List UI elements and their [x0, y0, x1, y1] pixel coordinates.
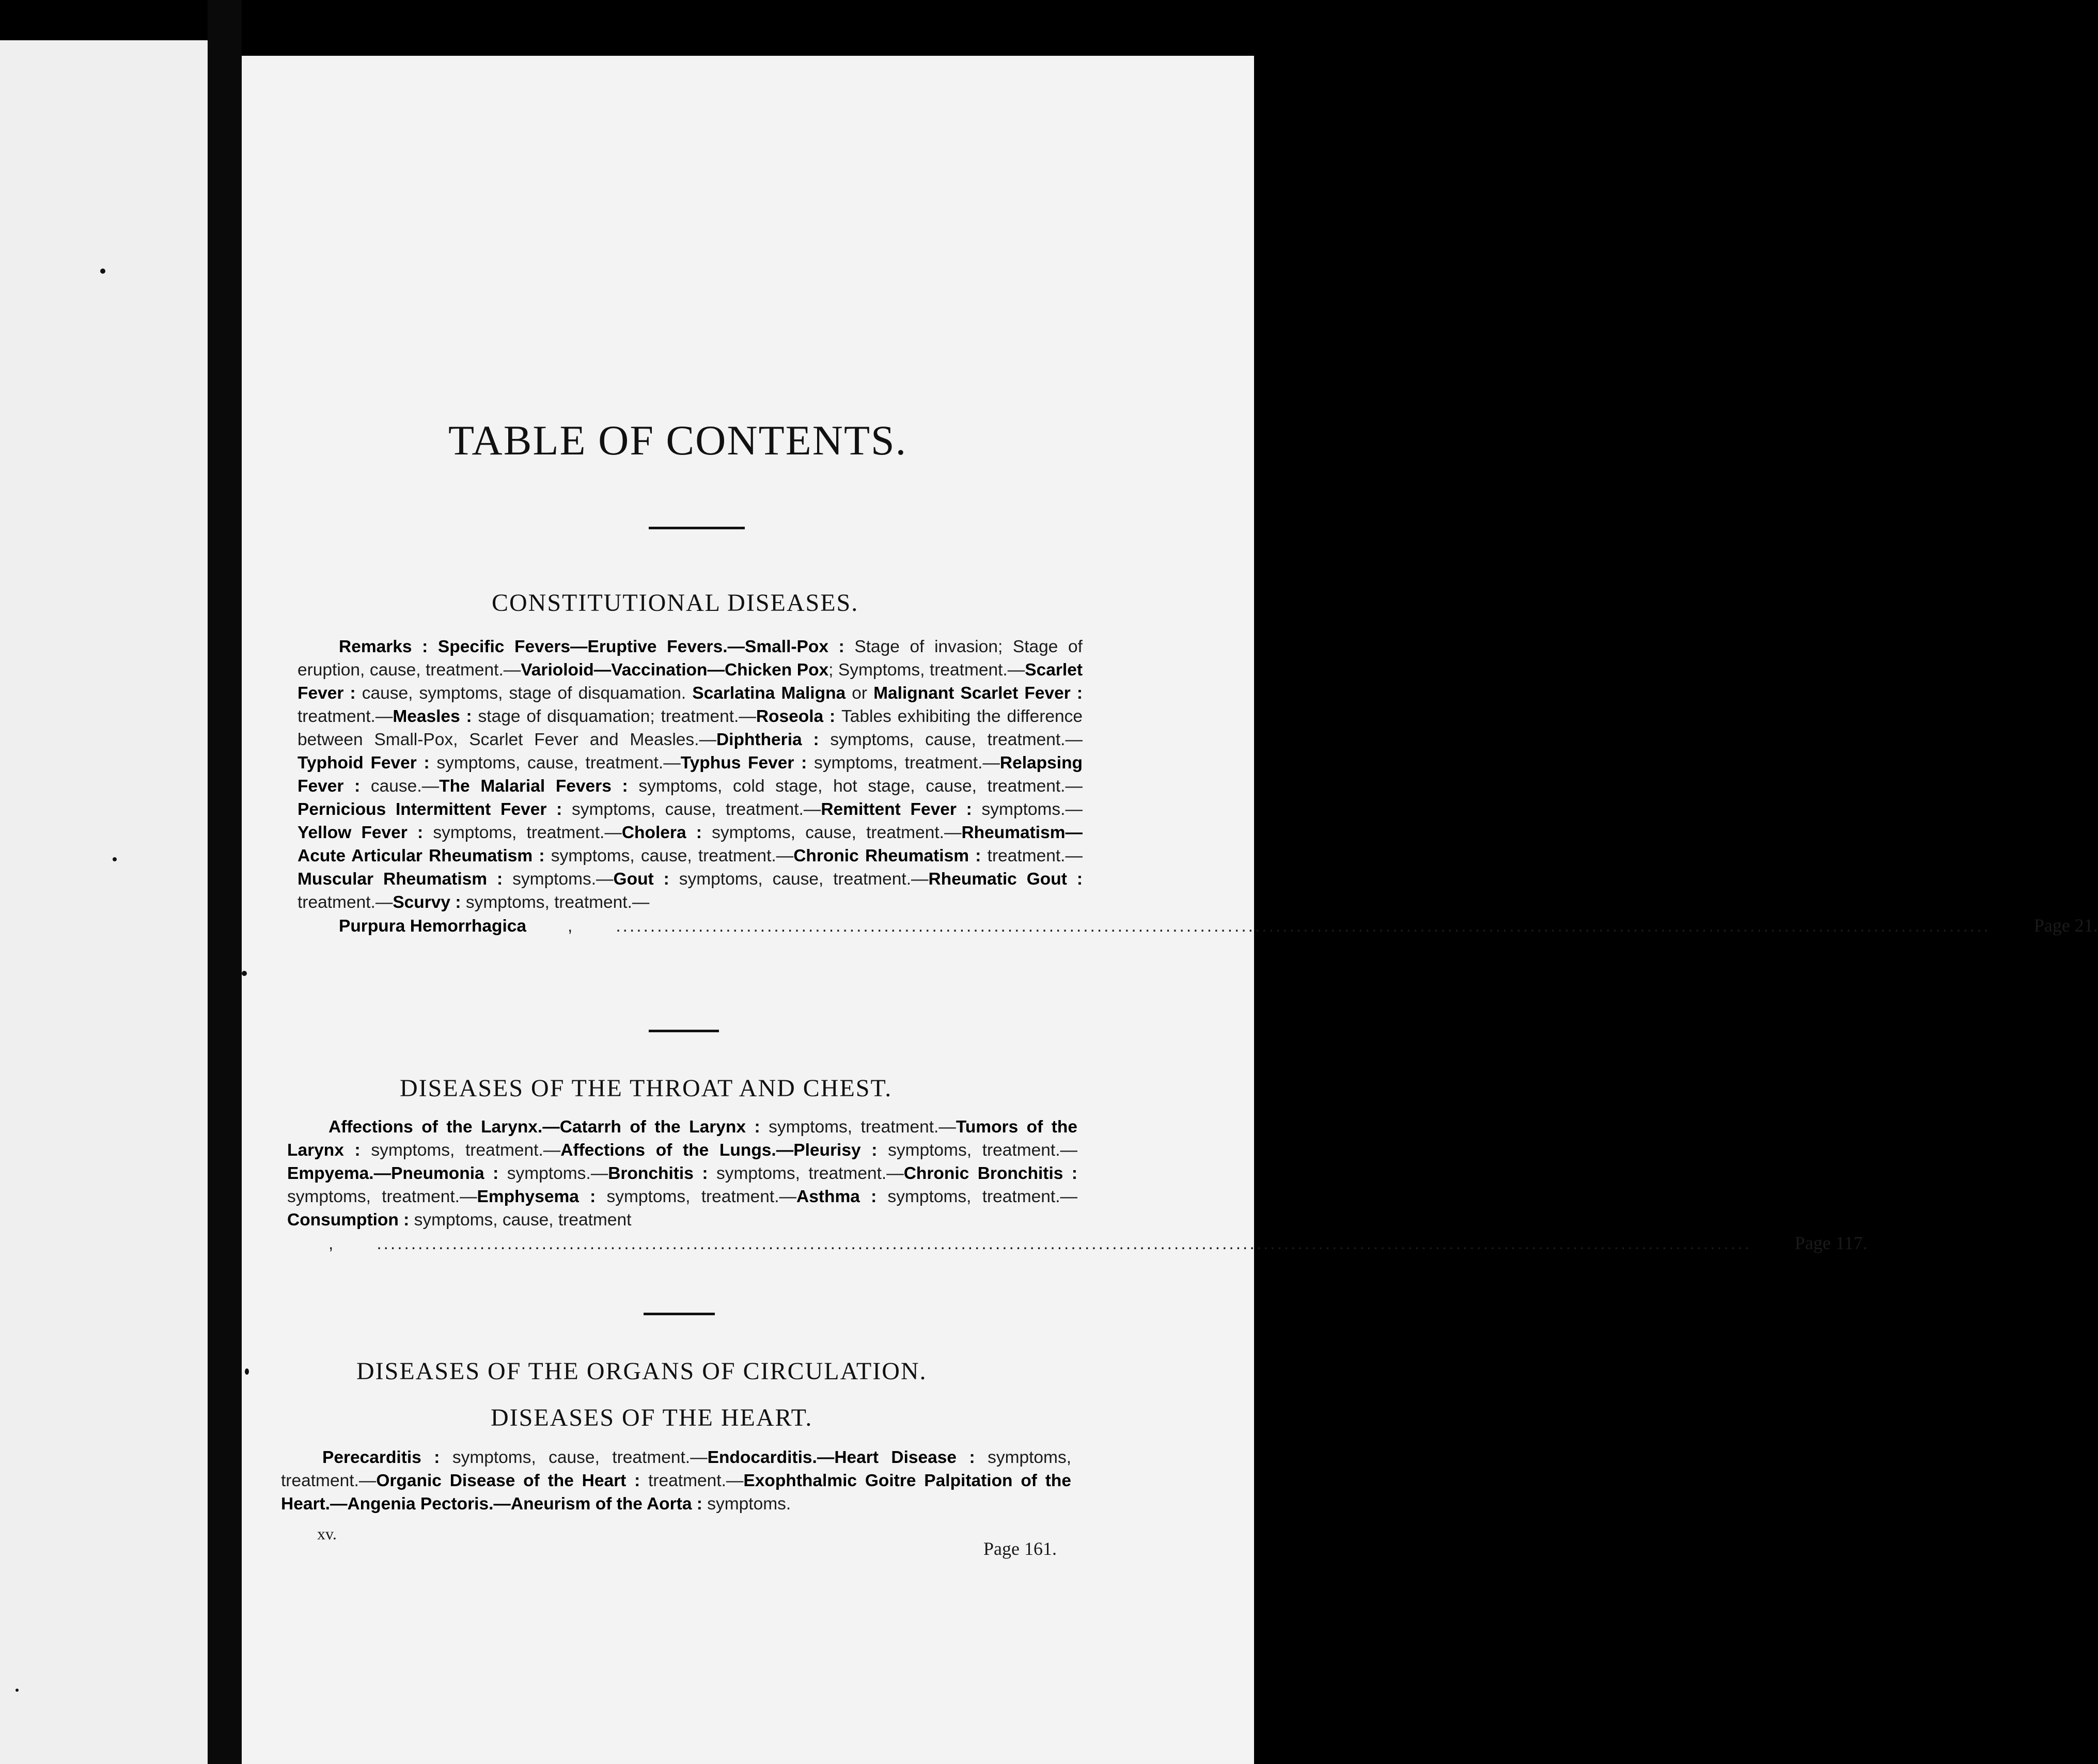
entry-detail: symptoms, cause, treatment.— [830, 730, 1083, 749]
entry-run [287, 1117, 1077, 1230]
entry-topic: Rheumatic Gout : [928, 870, 1083, 889]
entry-detail: symptoms, cause, treatment.— [452, 1448, 708, 1467]
scan-speck [113, 857, 117, 861]
entry-topic: Endocarditis.—Heart Disease : [707, 1448, 988, 1467]
entry-run [298, 637, 1083, 912]
section-rule [644, 1313, 715, 1315]
entry-detail: Tables exhibiting the difference between Small-Pox, Scarlet Fever and Measles.— [298, 707, 1083, 749]
entry-topic: Purpura Hemorrhagica [339, 917, 527, 936]
entry-topic: Consumption : [287, 1210, 414, 1230]
entry-detail: or [852, 684, 874, 703]
entry-detail: symptoms, treatment.— [465, 893, 650, 912]
entry-detail: stage of disquamation; treatment.— [478, 707, 756, 726]
entry-topic: Measles : [393, 707, 478, 726]
scan-speck [242, 971, 247, 976]
entry-detail: Stage of invasion; Stage of eruption, cause, treatment.— [298, 637, 1083, 680]
entry-topic: Scarlet Fever : [298, 660, 1083, 703]
section-entries-constitutional [298, 635, 2098, 938]
page-reference-line [287, 1232, 1868, 1255]
entry-detail: symptoms, cold stage, hot stage, cause, treatment.— [638, 777, 1083, 796]
page-reference: Page 117. [1794, 1233, 1868, 1253]
entry-topic: Affections of the Larynx.—Catarrh of the Larynx : [328, 1117, 769, 1137]
section-rule [649, 1030, 719, 1032]
entry-topic: Bronchitis : [608, 1164, 716, 1183]
entry-topic: Gout : [613, 870, 679, 889]
dot-leader: ........................................................................................................................................................................................................ [616, 917, 1991, 936]
page-reference: Page 21. [2033, 915, 2098, 936]
entry-detail: symptoms, treatment.— [371, 1141, 561, 1160]
entry-detail: symptoms.— [981, 800, 1083, 819]
entry-detail: symptoms.— [512, 870, 614, 889]
entry-detail: symptoms, treatment.— [287, 1187, 477, 1206]
entry-topic: Emphysema : [477, 1187, 607, 1206]
entry-detail: symptoms, cause, treatment.— [571, 800, 821, 819]
entry-detail: cause.— [370, 777, 440, 796]
entry-topic: Remittent Fever : [821, 800, 982, 819]
title-rule [649, 527, 745, 529]
entry-detail: cause, symptoms, stage of disquamation. [362, 684, 693, 703]
page-title: TABLE OF CONTENTS. [448, 417, 907, 464]
entry-detail: treatment.— [298, 707, 393, 726]
entry-detail: symptoms, treatment.— [888, 1141, 1077, 1160]
entry-topic: The Malarial Fevers : [439, 777, 639, 796]
entry-topic: Typhus Fever : [680, 753, 814, 773]
section-heading-throat-chest: DISEASES OF THE THROAT AND CHEST. [400, 1075, 893, 1102]
dot-leader: ........................................................................................................................................................................................................ [377, 1234, 1751, 1253]
entry-detail: treatment.— [298, 893, 393, 912]
page-reference-circulation: Page 161. [983, 1538, 1057, 1559]
entry-topic: Malignant Scarlet Fever : [873, 684, 1083, 703]
entry-detail: symptoms, treatment.— [716, 1164, 904, 1183]
scan-speck [100, 269, 105, 274]
entry-detail: symptoms, treatment.— [281, 1448, 1072, 1490]
section-entries-throat-chest [287, 1115, 1868, 1255]
entry-detail: symptoms, cause, treatment.— [712, 823, 962, 842]
entry-topic: Roseola : [756, 707, 842, 726]
entry-topic: Affections of the Lungs.—Pleurisy : [560, 1141, 888, 1160]
entry-topic: Diphtheria : [716, 730, 831, 749]
entry-topic: Varioloid—Vaccination—Chicken Pox [521, 660, 829, 680]
entry-detail: symptoms, treatment.— [769, 1117, 956, 1137]
entry-detail: symptoms. [707, 1494, 791, 1514]
entry-detail: symptoms, cause, treatment.— [436, 753, 681, 773]
entry-topic: Exophthalmic Goitre Palpitation of the Heart.—Angenia Pectoris.—Aneurism of the Aorta : [281, 1471, 1071, 1514]
entry-topic: Chronic Bronchitis : [903, 1164, 1078, 1183]
entry-topic: Empyema.—Pneumonia : [287, 1164, 507, 1183]
entry-detail: symptoms, treatment.— [606, 1187, 797, 1206]
entry-topic: Yellow Fever : [298, 823, 433, 842]
entry-detail: symptoms, treatment.— [887, 1187, 1078, 1206]
entry-topic: Scarlatina Maligna [692, 684, 852, 703]
entry-topic: Typhoid Fever : [298, 753, 437, 773]
entry-topic: Organic Disease of the Heart : [376, 1471, 649, 1490]
entry-topic: Pernicious Intermittent Fever : [298, 800, 572, 819]
book-gutter [208, 0, 242, 1764]
entry-topic: Asthma : [796, 1187, 888, 1206]
entry-topic: Relapsing Fever : [298, 753, 1083, 796]
entry-detail: symptoms, treatment.— [433, 823, 622, 842]
entry-detail: , [568, 917, 573, 936]
left-page [0, 40, 208, 1764]
entry-detail: treatment.— [987, 846, 1083, 865]
entry-detail: symptoms, cause, treatment.— [551, 846, 794, 865]
page-folio: xv. [317, 1524, 337, 1543]
entry-detail: symptoms, cause, treatment [414, 1210, 632, 1230]
entry-topic: Chronic Rheumatism : [793, 846, 988, 865]
entry-run [281, 1448, 1071, 1514]
section-entries-heart [281, 1446, 1071, 1516]
scan-speck [15, 1689, 19, 1692]
section-heading-constitutional: CONSTITUTIONAL DISEASES. [492, 589, 859, 617]
entry-topic: Muscular Rheumatism : [298, 870, 513, 889]
section-heading-circulation: DISEASES OF THE ORGANS OF CIRCULATION. [356, 1358, 927, 1385]
page-reference-line [298, 914, 2098, 938]
entry-topic: Perecarditis : [322, 1448, 452, 1467]
entry-detail: , [328, 1234, 334, 1253]
entry-topic: Tumors of the Larynx : [287, 1117, 1078, 1160]
section-subheading-heart: DISEASES OF THE HEART. [491, 1404, 813, 1431]
entry-topic: Remarks : Specific Fevers—Eruptive Fevers.—Small-Pox : [339, 637, 855, 656]
scan-speck [245, 1368, 249, 1375]
entry-detail: symptoms.— [507, 1164, 608, 1183]
entry-detail: symptoms, treatment.— [813, 753, 1000, 773]
entry-topic: Cholera : [621, 823, 712, 842]
entry-topic: Rheumatism—Acute Articular Rheumatism : [298, 823, 1083, 865]
entry-topic: Scurvy : [393, 893, 466, 912]
entry-detail: symptoms, cause, treatment.— [679, 870, 929, 889]
entry-detail: treatment.— [648, 1471, 744, 1490]
entry-detail: ; Symptoms, treatment.— [828, 660, 1025, 680]
